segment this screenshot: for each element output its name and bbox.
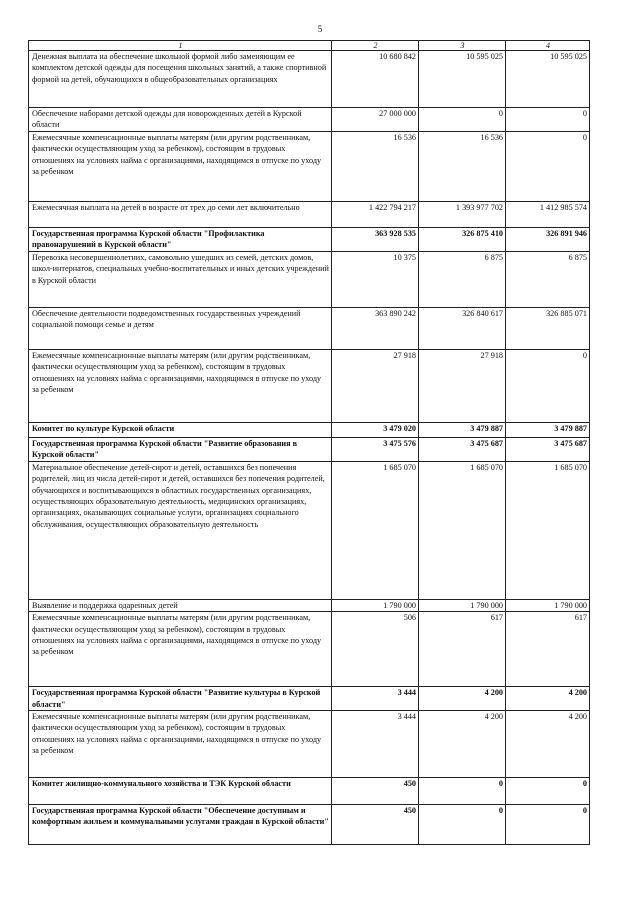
row-value-col4-cell: 10 595 025 [506,51,590,108]
table-row [29,438,590,462]
row-value-col2-cell: 27 918 [332,350,419,423]
row-value-col4-cell: 1 790 000 [506,599,590,611]
table-row [29,599,590,611]
row-value-col3-cell: 10 595 025 [419,51,506,108]
table-row [29,202,590,228]
table-row [29,228,590,252]
column-number-4: 4 [506,41,590,51]
row-value-col3-cell: 1 790 000 [419,599,506,611]
row-value-col2-cell: 363 890 242 [332,308,419,350]
table-row [29,711,590,778]
row-value-col3-cell: 0 [419,778,506,805]
table-row [29,805,590,845]
row-name-cell: Ежемесячные компенсационные выплаты матерям (или другим родственникам, фактически осуществляющим уход за ребенком), состоящим в трудовых отношениях на условиях найма с организациями, находящимся в отпуске по уходу за ребенком [29,132,332,202]
table-row [29,132,590,202]
row-value-col4-cell: 326 885 071 [506,308,590,350]
row-value-col4-cell: 0 [506,778,590,805]
row-value-col4-cell: 0 [506,132,590,202]
row-value-col2-cell: 363 928 535 [332,228,419,252]
row-value-col2-cell: 3 475 576 [332,438,419,462]
row-value-col4-cell: 4 200 [506,687,590,711]
table-row [29,51,590,108]
column-number-row [29,41,590,51]
row-value-col4-cell: 0 [506,350,590,423]
row-name-cell: Перевозка несовершеннолетних, самовольно ушедших из семей, детских домов, школ-интернатов, специальных учебно-воспитательных и иных детских учреждений в Курской области [29,252,332,308]
row-name-cell: Государственная программа Курской области "Обеспечение доступным и комфортным жильем и коммунальными услугами граждан в Курской области" [29,805,332,845]
row-value-col4-cell: 617 [506,612,590,687]
row-value-col2-cell: 450 [332,778,419,805]
row-value-col4-cell: 3 479 887 [506,423,590,438]
row-value-col4-cell: 4 200 [506,711,590,778]
row-value-col2-cell: 3 444 [332,687,419,711]
row-name-cell: Выявление и поддержка одаренных детей [29,599,332,611]
row-value-col2-cell: 16 536 [332,132,419,202]
row-value-col2-cell: 3 444 [332,711,419,778]
row-name-cell: Государственная программа Курской области "Развитие культуры в Курской области" [29,687,332,711]
row-value-col2-cell: 1 422 794 217 [332,202,419,228]
row-name-cell: Ежемесячные компенсационные выплаты матерям (или другим родственникам, фактически осуществляющим уход за ребенком), состоящим в трудовых отношениях на условиях найма с организациями, находящимся в отпуске по уходу за ребенком [29,612,332,687]
row-value-col3-cell: 0 [419,108,506,132]
budget-table-body [29,41,590,845]
row-value-col2-cell: 10 680 842 [332,51,419,108]
row-value-col3-cell: 16 536 [419,132,506,202]
row-name-cell: Обеспечение наборами детской одежды для новорожденных детей в Курской области [29,108,332,132]
table-row [29,308,590,350]
row-value-col3-cell: 6 875 [419,252,506,308]
column-number-2: 2 [332,41,419,51]
row-value-col3-cell: 1 393 977 702 [419,202,506,228]
row-value-col2-cell: 506 [332,612,419,687]
row-value-col4-cell: 326 891 946 [506,228,590,252]
row-value-col4-cell: 6 875 [506,252,590,308]
page-number: 5 [317,24,323,34]
table-row [29,687,590,711]
column-number-3: 3 [419,41,506,51]
row-value-col3-cell: 326 840 617 [419,308,506,350]
row-value-col3-cell: 4 200 [419,711,506,778]
row-value-col4-cell: 3 475 687 [506,438,590,462]
row-value-col4-cell: 0 [506,108,590,132]
table-row [29,252,590,308]
column-number-1: 1 [29,41,332,51]
table-row [29,108,590,132]
row-value-col3-cell: 1 685 070 [419,461,506,599]
row-value-col2-cell: 10 375 [332,252,419,308]
row-name-cell: Ежемесячные компенсационные выплаты матерям (или другим родственникам, фактически осуществляющим уход за ребенком), состоящим в трудовых отношениях на условиях найма с организациями, находящимся в отпуске по уходу за ребенком [29,350,332,423]
row-name-cell: Государственная программа Курской области "Развитие образования в Курской области" [29,438,332,462]
row-name-cell: Материальное обеспечение детей-сирот и детей, оставшихся без попечения родителей, лиц из числа детей-сирот и детей, оставшихся без попечения родителей, обучающихся и воспитывающихся в областных государственных организациях, осуществляющих образовательную деятельность, медицинских организациях, организациях, оказывающих социальные услуги, организациях социального обслуживания, осуществляющих образовательную деятельность [29,461,332,599]
row-name-cell: Денежная выплата на обеспечение школьной формой либо заменяющим ее комплектом детской одежды для посещения школьных занятий, а также спортивной формой на детей, обучающихся в общеобразовательных организациях [29,51,332,108]
table-row [29,612,590,687]
row-name-cell: Ежемесячная выплата на детей в возрасте от трех до семи лет включительно [29,202,332,228]
table-row [29,350,590,423]
row-value-col4-cell: 1 412 985 574 [506,202,590,228]
row-name-cell: Комитет по культуре Курской области [29,423,332,438]
row-value-col3-cell: 3 479 887 [419,423,506,438]
row-name-cell: Комитет жилищно-коммунального хозяйства и ТЭК Курской области [29,778,332,805]
row-name-cell: Государственная программа Курской области "Профилактика правонарушений в Курской области" [29,228,332,252]
row-value-col4-cell: 0 [506,805,590,845]
row-value-col3-cell: 27 918 [419,350,506,423]
row-value-col3-cell: 326 875 410 [419,228,506,252]
table-row [29,461,590,599]
row-value-col2-cell: 450 [332,805,419,845]
row-name-cell: Ежемесячные компенсационные выплаты матерям (или другим родственникам, фактически осуществляющим уход за ребенком), состоящим в трудовых отношениях на условиях найма с организациями, находящимся в отпуске по уходу за ребенком [29,711,332,778]
table-row [29,778,590,805]
table-row [29,423,590,438]
row-value-col2-cell: 1 685 070 [332,461,419,599]
row-value-col3-cell: 3 475 687 [419,438,506,462]
row-name-cell: Обеспечение деятельности подведомственных государственных учреждений социальной помощи семье и детям [29,308,332,350]
row-value-col2-cell: 1 790 000 [332,599,419,611]
row-value-col4-cell: 1 685 070 [506,461,590,599]
row-value-col3-cell: 4 200 [419,687,506,711]
row-value-col2-cell: 3 479 020 [332,423,419,438]
budget-table [28,40,590,845]
row-value-col3-cell: 617 [419,612,506,687]
row-value-col2-cell: 27 000 000 [332,108,419,132]
row-value-col3-cell: 0 [419,805,506,845]
